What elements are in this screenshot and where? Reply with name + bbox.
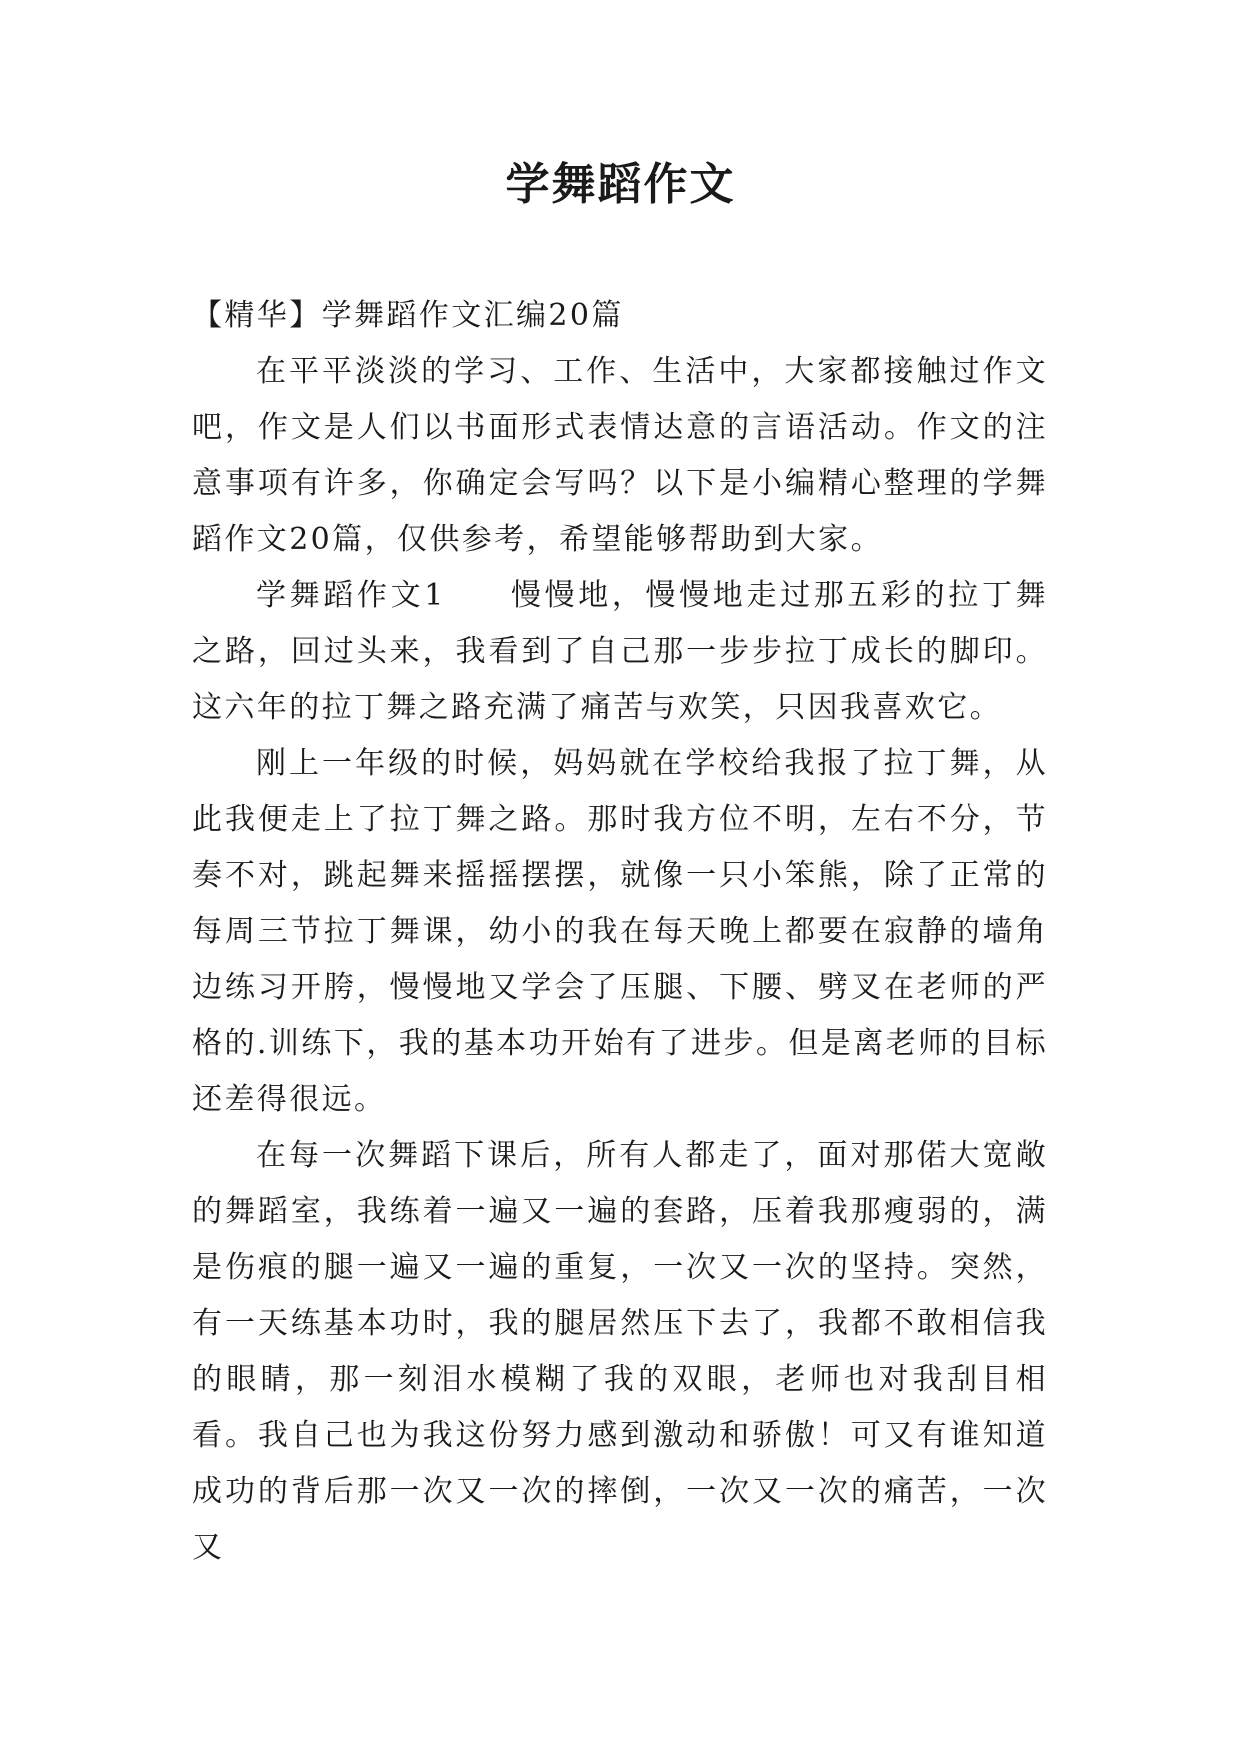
body-paragraph-2: 刚上一年级的时候，妈妈就在学校给我报了拉丁舞，从此我便走上了拉丁舞之路。那时我方位不明，左右不分，节奏不对，跳起舞来摇摇摆摆，就像一只小笨熊，除了正常的每周三节拉丁舞课，幼小的我在每天晚上都要在寂静的墙角边练习开胯，慢慢地又学会了压腿、下腰、劈叉在老师的严格的.训练下，我的基本功开始有了进步。但是离老师的目标还差得很远。 — [192, 746, 1048, 1117]
intro-paragraph: 在平平淡淡的学习、工作、生活中，大家都接触过作文吧，作文是人们以书面形式表情达意的言语活动。作文的注意事项有许多，你确定会写吗？以下是小编精心整理的学舞蹈作文20篇，仅供参考，希望能够帮助到大家。 — [192, 354, 1048, 557]
document-subtitle: 【精华】学舞蹈作文汇编20篇 — [192, 298, 624, 333]
essay-1-paragraph — [192, 568, 1048, 736]
essay-1-opening-text: 慢慢地，慢慢地走过那五彩的拉丁舞之路，回过头来，我看到了自己那一步步拉丁成长的脚印。这六年的拉丁舞之路充满了痛苦与欢笑，只因我喜欢它。 — [192, 578, 1048, 725]
essay-1-heading: 学舞蹈作文1 — [256, 578, 446, 613]
document-title: 学舞蹈作文 — [505, 159, 736, 210]
document-body — [192, 288, 1048, 1576]
body-paragraph-3: 在每一次舞蹈下课后，所有人都走了，面对那偌大宽敞的舞蹈室，我练着一遍又一遍的套路，压着我那瘦弱的，满是伤痕的腿一遍又一遍的重复，一次又一次的坚持。突然，有一天练基本功时，我的腿居然压下去了，我都不敢相信我的眼睛，那一刻泪水模糊了我的双眼，老师也对我刮目相看。我自己也为我这份努力感到激动和骄傲！可又有谁知道成功的背后那一次又一次的摔倒，一次又一次的痛苦，一次又 — [192, 1138, 1048, 1565]
